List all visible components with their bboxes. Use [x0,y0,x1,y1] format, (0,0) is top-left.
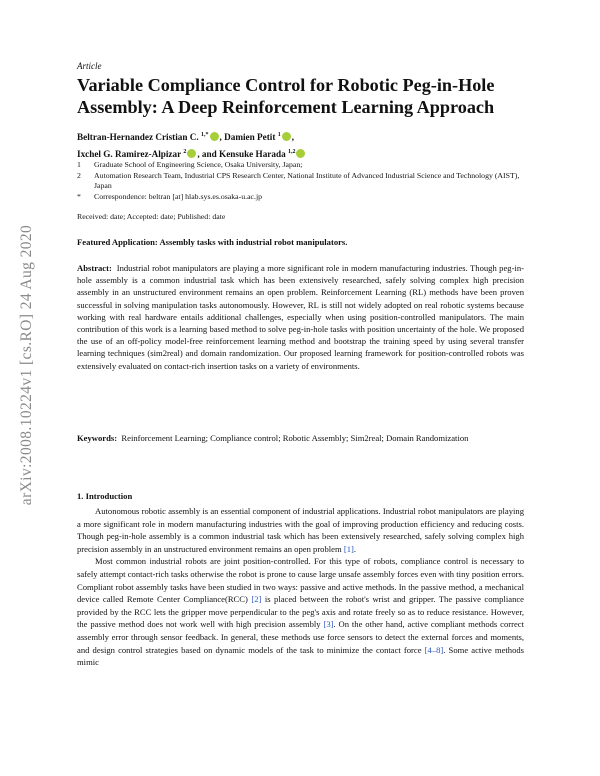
author-name: Ixchel G. Ramirez-Alpizar [77,149,182,160]
affiliation-mark: * [77,191,81,201]
abstract-text: Industrial robot manipulators are playing a more significant role in modern manufacturing industries. Though peg-in-hole assembly is a common industrial task which has been extensively researched, safely solving complex high precision assembly in an unstructured environment remains an open problem. Reinforcement Learning (RL) methods have been proven successful in solving manipulation tasks autonomously. However, RL is still not widely adopted on real robotic systems because working with real hardware entails additional challenges, especially when using position-controlled manipulators. The main contribution of this work is a learning based method to solve peg-in-hole tasks with position uncertainty of the hole. We proposed the use of an off-policy model-free reinforcement learning method and bootstrap the training speed by using several transfer learning techniques (sim2real) and domain randomization. Our proposed learning framework for position-controlled robots was extensively evaluated on contact-rich insertion tasks on a variety of environments. [77,263,524,371]
paragraph-text: . On the other hand, active compliant methods correct assembly error through sensor feedback. In general, these methods use force sensors to detect the external forces and moments, and design control strategies based on dynamic models of the task to minimize the contact force [77,619,525,655]
author-name: Kensuke Harada [219,149,286,160]
affiliation-text: Automation Research Team, Industrial CPS Research Center, National Institute of Advanced Industrial Science and Technology (AIST), Japan [94,170,520,190]
paragraph [77,555,524,668]
author-name: Beltran-Hernandez Cristian C. [77,132,199,143]
author-superscript: 1,2 [287,149,296,156]
abstract [77,262,524,372]
keywords [77,432,524,444]
section-heading: 1. Introduction [77,491,133,501]
citation-link[interactable]: [2] [251,594,262,605]
publication-dates: Received: date; Accepted: date; Published: date [77,212,226,221]
keywords-label: Keywords: [77,433,118,443]
paper-title: Variable Compliance Control for Robotic Peg-in-Hole Assembly: A Deep Reinforcement Learning Approach [77,75,495,117]
orcid-icon[interactable] [296,149,305,158]
paragraph-text: Most common industrial robots are joint position-controlled. For this type of robots, compliance control is necessary to safely attempt contact-rich tasks otherwise the robot is prone to cause large unsafe assembly forces even with tiny position errors. Compliant robot assembly tasks have been studied in two ways: passive and active methods. In the passive method, a mechanical device called Remote Center Compliance(RCC) [77,556,524,605]
paragraph-text: is placed between the robot's wrist and gripper. The passive compliance provided by the RCC lets the gripper move perpendicular to the peg's axis and rotate freely so as to reduce resistance. However, the passive method does not work well with high precision assembly [77,594,524,630]
arxiv-identifier: arXiv:2008.10224v1 [cs.RO] 24 Aug 2020 [18,224,35,506]
orcid-icon[interactable] [210,132,219,141]
paragraph [77,505,524,555]
paragraph-text: . [353,543,357,554]
author-list: Beltran-Hernandez Cristian C. $^{1,*}$ , Damien Petit $^1$ , Ixchel G. Ramirez-Alpizar $^2$ , and Kensuke Harada $^{1,2}$ [77,128,537,162]
author-superscript: 1 [277,132,281,138]
arxiv-sidebar [16,165,38,565]
author-joiner: , and [197,149,217,160]
citation-link[interactable]: [4–8] [424,644,444,655]
author-superscript: 2 [183,149,187,156]
affiliation-mark: 2 [77,170,81,180]
affiliation-item [77,192,537,203]
affiliation-item [77,171,537,192]
affiliation-mark: 1 [77,160,81,169]
citation-link[interactable]: [1] [343,543,354,554]
author-name: Damien Petit [224,132,276,143]
keywords-text: Reinforcement Learning; Compliance control; Robotic Assembly; Sim2real; Domain Randomization [121,433,469,443]
article-type-label: Article [77,61,102,71]
introduction-body [77,505,524,669]
correspondence-email[interactable]: Correspondence: beltran [at] hlab.sys.es.osaka-u.ac.jp [94,191,263,201]
author-superscript: 1,* [201,132,209,138]
paragraph-text: . Some active methods mimic [77,644,525,668]
featured-application: Featured Application: Assembly tasks with industrial robot manipulators. [77,237,348,247]
affiliation-list [77,160,537,202]
orcid-icon[interactable] [187,149,196,158]
citation-link[interactable]: [3] [323,619,334,630]
paragraph-text: Autonomous robotic assembly is an essential component of industrial applications. Industrial robot manipulators are playing a more significant role in modern manufacturing industries with the goal of improving production efficiency and reducing costs. Though peg-in-hole assembly is a common industrial task which has been extensively researched, safely solving complex high precision assembly in an unstructured environment remains an open problem [77,506,524,554]
abstract-label: Abstract: [77,263,112,273]
affiliation-item [77,160,537,171]
affiliation-text: Graduate School of Engineering Science, Osaka University, Japan; [94,160,303,169]
orcid-icon[interactable] [282,132,291,141]
